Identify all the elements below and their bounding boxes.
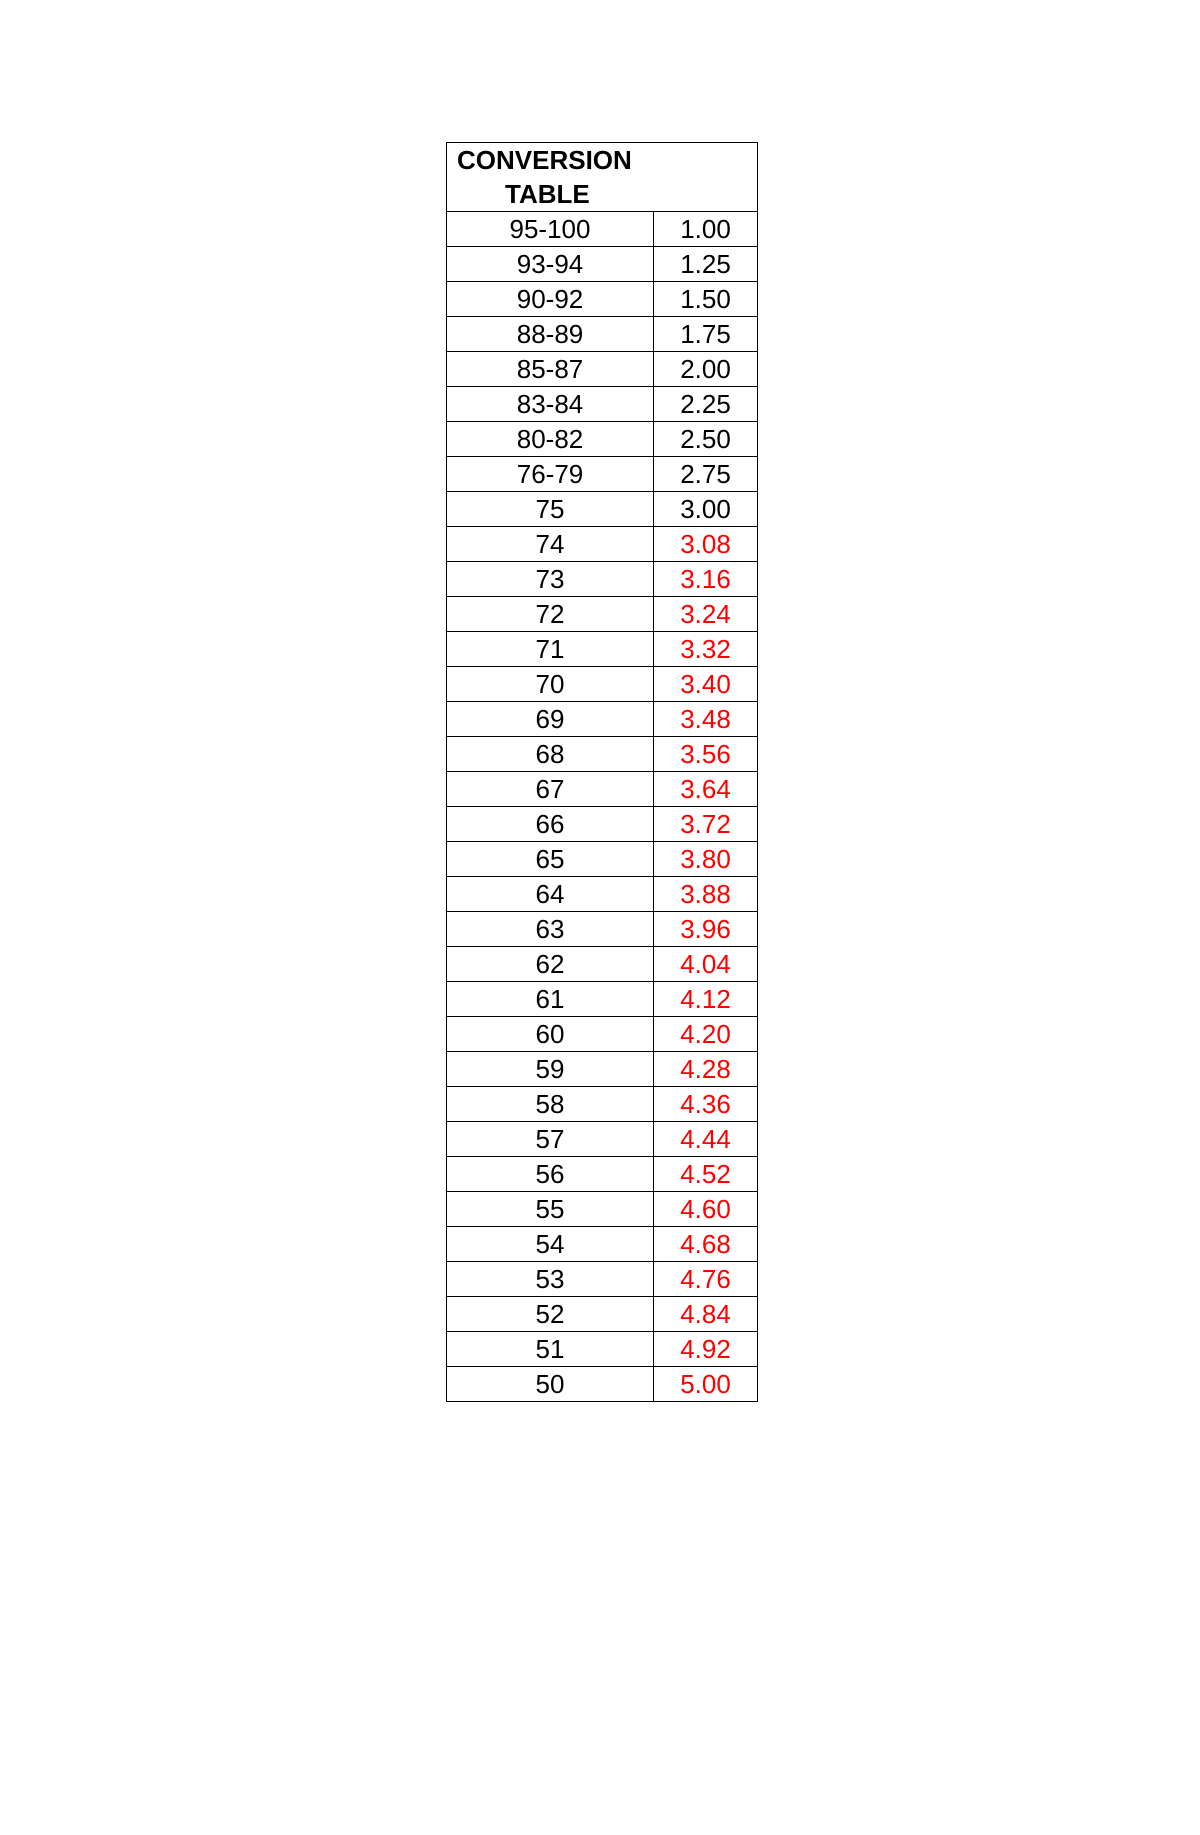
table-row [447, 387, 758, 422]
table-row [447, 1192, 758, 1227]
grade-value-cell: 2.25 [654, 387, 758, 422]
grade-value-cell: 3.00 [654, 492, 758, 527]
score-range-cell: 93-94 [447, 247, 654, 282]
grade-value-cell: 2.50 [654, 422, 758, 457]
table-row [447, 597, 758, 632]
table-row [447, 667, 758, 702]
table-row [447, 1332, 758, 1367]
score-range-cell: 73 [447, 562, 654, 597]
grade-value-cell: 3.24 [654, 597, 758, 632]
grade-value-cell: 4.04 [654, 947, 758, 982]
table-row [447, 282, 758, 317]
score-range-cell: 56 [447, 1157, 654, 1192]
table-row [447, 1297, 758, 1332]
table-row [447, 1017, 758, 1052]
score-range-cell: 50 [447, 1367, 654, 1402]
score-range-cell: 74 [447, 527, 654, 562]
table-row [447, 912, 758, 947]
table-row [447, 1122, 758, 1157]
table-row [447, 1262, 758, 1297]
table-title-line-1: CONVERSION [457, 145, 632, 175]
score-range-cell: 54 [447, 1227, 654, 1262]
grade-value-cell: 5.00 [654, 1367, 758, 1402]
score-range-cell: 59 [447, 1052, 654, 1087]
grade-value-cell: 3.96 [654, 912, 758, 947]
table-row [447, 457, 758, 492]
table-row [447, 737, 758, 772]
score-range-cell: 66 [447, 807, 654, 842]
table-row [447, 527, 758, 562]
grade-value-cell: 3.88 [654, 877, 758, 912]
table-row [447, 632, 758, 667]
score-range-cell: 64 [447, 877, 654, 912]
score-range-cell: 71 [447, 632, 654, 667]
table-title [447, 143, 758, 212]
grade-value-cell: 3.64 [654, 772, 758, 807]
table-row [447, 422, 758, 457]
score-range-cell: 70 [447, 667, 654, 702]
grade-value-cell: 3.72 [654, 807, 758, 842]
score-range-cell: 51 [447, 1332, 654, 1367]
grade-value-cell: 1.00 [654, 212, 758, 247]
grade-value-cell: 4.12 [654, 982, 758, 1017]
grade-value-cell: 1.50 [654, 282, 758, 317]
score-range-cell: 80-82 [447, 422, 654, 457]
score-range-cell: 55 [447, 1192, 654, 1227]
grade-value-cell: 2.00 [654, 352, 758, 387]
table-row [447, 807, 758, 842]
table-row [447, 1367, 758, 1402]
score-range-cell: 52 [447, 1297, 654, 1332]
grade-value-cell: 4.84 [654, 1297, 758, 1332]
score-range-cell: 62 [447, 947, 654, 982]
table-row [447, 877, 758, 912]
score-range-cell: 61 [447, 982, 654, 1017]
grade-value-cell: 3.48 [654, 702, 758, 737]
score-range-cell: 95-100 [447, 212, 654, 247]
table-row [447, 772, 758, 807]
table-row [447, 492, 758, 527]
table-row [447, 1087, 758, 1122]
table-row [447, 247, 758, 282]
score-range-cell: 53 [447, 1262, 654, 1297]
table-row [447, 842, 758, 877]
grade-value-cell: 3.40 [654, 667, 758, 702]
grade-value-cell: 4.28 [654, 1052, 758, 1087]
table-row [447, 212, 758, 247]
score-range-cell: 85-87 [447, 352, 654, 387]
score-range-cell: 67 [447, 772, 654, 807]
score-range-cell: 65 [447, 842, 654, 877]
score-range-cell: 57 [447, 1122, 654, 1157]
grade-value-cell: 4.92 [654, 1332, 758, 1367]
table-row [447, 1157, 758, 1192]
grade-value-cell: 1.75 [654, 317, 758, 352]
grade-value-cell: 3.32 [654, 632, 758, 667]
grade-value-cell: 4.60 [654, 1192, 758, 1227]
score-range-cell: 69 [447, 702, 654, 737]
grade-value-cell: 3.56 [654, 737, 758, 772]
grade-value-cell: 3.80 [654, 842, 758, 877]
grade-value-cell: 3.16 [654, 562, 758, 597]
grade-value-cell: 4.52 [654, 1157, 758, 1192]
table-row [447, 1227, 758, 1262]
grade-value-cell: 4.44 [654, 1122, 758, 1157]
conversion-table [446, 142, 758, 1402]
table-row [447, 702, 758, 737]
table-row [447, 1052, 758, 1087]
table-row [447, 562, 758, 597]
score-range-cell: 68 [447, 737, 654, 772]
table-row [447, 982, 758, 1017]
grade-value-cell: 2.75 [654, 457, 758, 492]
grade-value-cell: 4.36 [654, 1087, 758, 1122]
score-range-cell: 76-79 [447, 457, 654, 492]
grade-value-cell: 1.25 [654, 247, 758, 282]
grade-value-cell: 4.20 [654, 1017, 758, 1052]
table-row [447, 352, 758, 387]
score-range-cell: 63 [447, 912, 654, 947]
score-range-cell: 60 [447, 1017, 654, 1052]
table-title-line-2: TABLE [505, 179, 590, 209]
table-row [447, 947, 758, 982]
conversion-table-body [447, 143, 758, 1402]
grade-value-cell: 3.08 [654, 527, 758, 562]
score-range-cell: 88-89 [447, 317, 654, 352]
table-title-row [447, 143, 758, 212]
score-range-cell: 90-92 [447, 282, 654, 317]
score-range-cell: 58 [447, 1087, 654, 1122]
score-range-cell: 75 [447, 492, 654, 527]
score-range-cell: 83-84 [447, 387, 654, 422]
grade-value-cell: 4.76 [654, 1262, 758, 1297]
table-row [447, 317, 758, 352]
grade-value-cell: 4.68 [654, 1227, 758, 1262]
score-range-cell: 72 [447, 597, 654, 632]
